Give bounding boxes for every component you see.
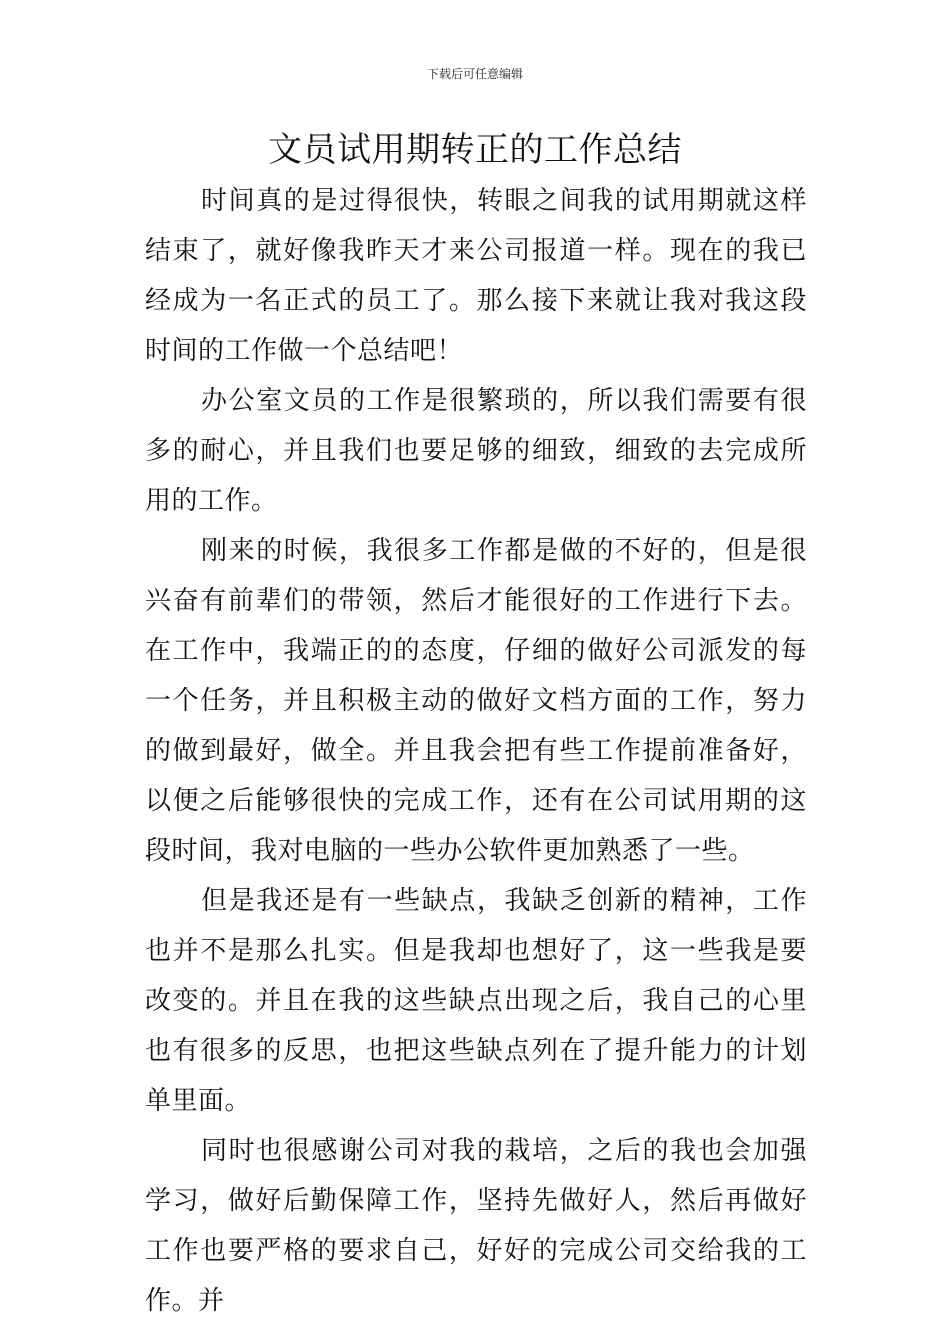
document-title: 文员试用期转正的工作总结 bbox=[268, 130, 682, 170]
header-note: 下载后可任意编辑 bbox=[426, 67, 523, 81]
paragraph-5: 同时也很感谢公司对我的栽培，之后的我也会加强学习，做好后勤保障工作，坚持先做好人，然后再做好工作也要严格的要求自己，好好的完成公司交给我的工作。并 bbox=[145, 1136, 807, 1316]
paragraph-1: 时间真的是过得很快，转眼之间我的试用期就这样结束了，就好像我昨天才来公司报道一样。现在的我已经成为一名正式的员工了。那么接下来就让我对我这段时间的工作做一个总结吧！ bbox=[145, 186, 807, 366]
document-body bbox=[145, 176, 807, 1326]
paragraph-2: 办公室文员的工作是很繁琐的，所以我们需要有很多的耐心，并且我们也要足够的细致，细致的去完成所用的工作。 bbox=[145, 386, 807, 516]
paragraph-4: 但是我还是有一些缺点，我缺乏创新的精神，工作也并不是那么扎实。但是我却也想好了，这一些我是要改变的。并且在我的这些缺点出现之后，我自己的心里也有很多的反思，也把这些缺点列在了提升能力的计划单里面。 bbox=[145, 886, 807, 1116]
paragraph-3: 刚来的时候，我很多工作都是做的不好的，但是很兴奋有前辈们的带领，然后才能很好的工作进行下去。在工作中，我端正的的态度，仔细的做好公司派发的每一个任务，并且积极主动的做好文档方面的工作，努力的做到最好，做全。并且我会把有些工作提前准备好，以便之后能够很快的完成工作，还有在公司试用期的这段时间，我对电脑的一些办公软件更加熟悉了一些。 bbox=[145, 536, 807, 866]
